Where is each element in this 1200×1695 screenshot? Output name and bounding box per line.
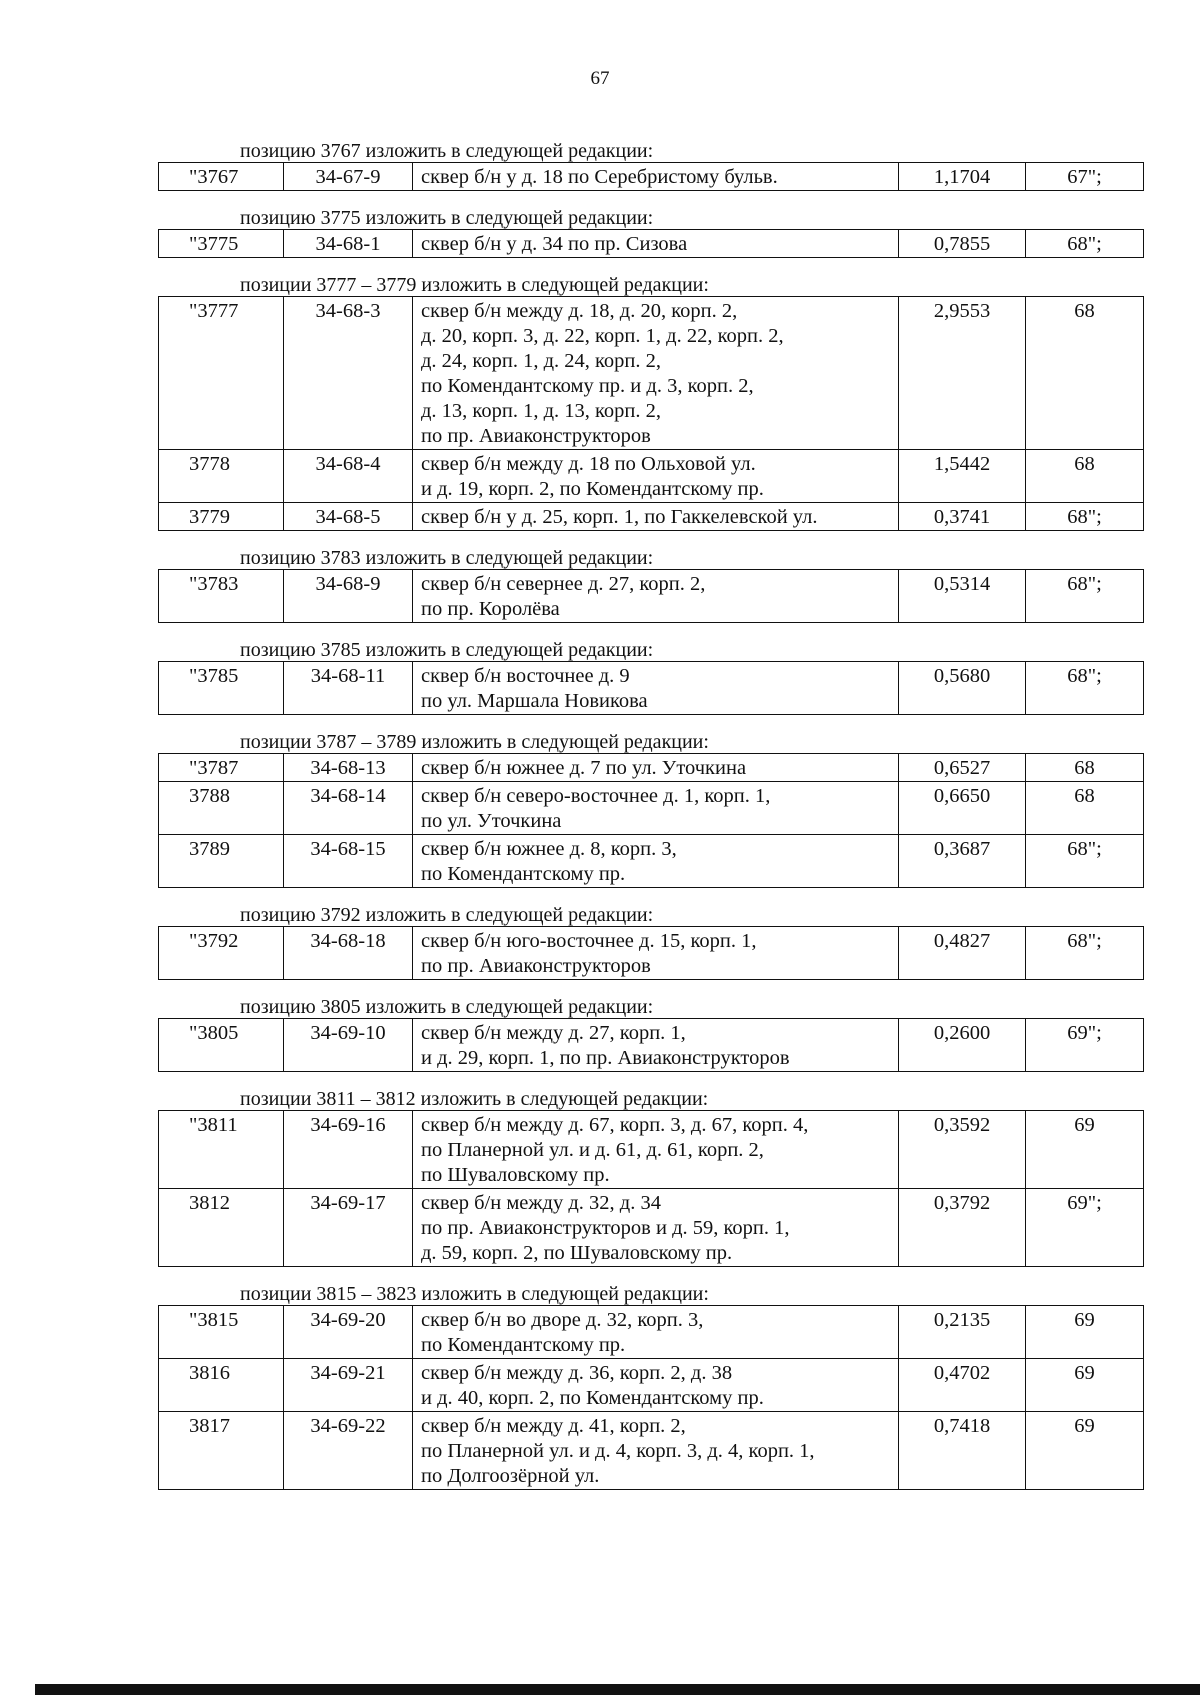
positions-table <box>158 661 1144 715</box>
description-line: сквер б/н северо-восточнее д. 1, корп. 1, <box>421 785 771 807</box>
table-row <box>159 503 1144 531</box>
position-number-cell: "3775 <box>159 230 284 258</box>
sheet-number-cell: 68 <box>1026 450 1144 503</box>
table-row <box>159 570 1144 623</box>
section-heading: позиции 3815 – 3823 изложить в следующей редакции: <box>240 1283 709 1305</box>
position-number-cell: "3811 <box>159 1111 284 1189</box>
table-row <box>159 450 1144 503</box>
description-line: по Планерной ул. и д. 4, корп. 3, д. 4, корп. 1, <box>421 1440 815 1462</box>
sheet-number-cell: 68 <box>1026 782 1144 835</box>
section-heading: позиции 3811 – 3812 изложить в следующей редакции: <box>240 1088 709 1110</box>
position-number-cell: "3785 <box>159 662 284 715</box>
description-line: по пр. Авиаконструкторов и д. 59, корп. 1, <box>421 1217 790 1239</box>
amendment-section <box>158 207 1143 258</box>
section-heading: позицию 3783 изложить в следующей редакции: <box>240 547 654 569</box>
sheet-number-cell: 69"; <box>1026 1189 1144 1267</box>
description-line: д. 20, корп. 3, д. 22, корп. 1, д. 22, корп. 2, <box>421 325 784 347</box>
area-cell: 2,9553 <box>899 297 1026 450</box>
position-number-cell: 3779 <box>159 503 284 531</box>
description-line: сквер б/н юго-восточнее д. 15, корп. 1, <box>421 930 757 952</box>
description-line: сквер б/н севернее д. 27, корп. 2, <box>421 573 706 595</box>
description-line: д. 13, корп. 1, д. 13, корп. 2, <box>421 400 662 422</box>
position-number-cell: 3778 <box>159 450 284 503</box>
positions-table <box>158 1305 1144 1490</box>
table-row <box>159 163 1144 191</box>
registry-code-cell: 34-68-15 <box>284 835 413 888</box>
description-line: по Комендантскому пр. <box>421 863 626 885</box>
position-number-cell: "3767 <box>159 163 284 191</box>
description-line: и д. 29, корп. 1, по пр. Авиаконструкторов <box>421 1047 790 1069</box>
amendment-section <box>158 1088 1143 1267</box>
description-cell <box>413 450 899 503</box>
registry-code-cell: 34-68-9 <box>284 570 413 623</box>
registry-code-cell: 34-68-11 <box>284 662 413 715</box>
sheet-number-cell: 68"; <box>1026 835 1144 888</box>
description-line: и д. 40, корп. 2, по Комендантскому пр. <box>421 1387 764 1409</box>
registry-code-cell: 34-68-5 <box>284 503 413 531</box>
description-line: сквер б/н между д. 18, д. 20, корп. 2, <box>421 300 738 322</box>
description-line: сквер б/н между д. 36, корп. 2, д. 38 <box>421 1362 733 1384</box>
description-line: сквер б/н у д. 34 по пр. Сизова <box>421 233 688 255</box>
description-line: по пр. Королёва <box>421 598 560 620</box>
description-line: сквер б/н у д. 25, корп. 1, по Гаккелевской ул. <box>421 506 818 528</box>
description-line: и д. 19, корп. 2, по Комендантскому пр. <box>421 478 764 500</box>
table-row <box>159 297 1144 450</box>
description-line: по Шуваловскому пр. <box>421 1164 610 1186</box>
description-line: сквер б/н между д. 27, корп. 1, <box>421 1022 686 1044</box>
table-row <box>159 230 1144 258</box>
description-line: сквер б/н восточнее д. 9 <box>421 665 630 687</box>
table-row <box>159 835 1144 888</box>
registry-code-cell: 34-69-17 <box>284 1189 413 1267</box>
amendment-section <box>158 274 1143 531</box>
description-line: сквер б/н у д. 18 по Серебристому бульв. <box>421 166 778 188</box>
amendment-section <box>158 140 1143 191</box>
section-heading: позиции 3787 – 3789 изложить в следующей редакции: <box>240 731 709 753</box>
sheet-number-cell: 68 <box>1026 754 1144 782</box>
area-cell: 0,7418 <box>899 1412 1026 1490</box>
amendment-section <box>158 639 1143 715</box>
area-cell: 0,3741 <box>899 503 1026 531</box>
description-line: сквер б/н южнее д. 8, корп. 3, <box>421 838 677 860</box>
table-row <box>159 1111 1144 1189</box>
area-cell: 0,4702 <box>899 1359 1026 1412</box>
section-heading: позиции 3777 – 3779 изложить в следующей редакции: <box>240 274 709 296</box>
description-line: по Комендантскому пр. <box>421 1334 626 1356</box>
description-line: по ул. Маршала Новикова <box>421 690 648 712</box>
registry-code-cell: 34-69-20 <box>284 1306 413 1359</box>
description-cell <box>413 163 899 191</box>
registry-code-cell: 34-68-13 <box>284 754 413 782</box>
description-cell <box>413 1111 899 1189</box>
sheet-number-cell: 69 <box>1026 1359 1144 1412</box>
sheet-number-cell: 68"; <box>1026 230 1144 258</box>
table-row <box>159 662 1144 715</box>
table-row <box>159 927 1144 980</box>
section-heading: позицию 3805 изложить в следующей редакции: <box>240 996 654 1018</box>
scan-edge-bar <box>35 1684 1200 1695</box>
amendment-section <box>158 996 1143 1072</box>
registry-code-cell: 34-68-18 <box>284 927 413 980</box>
description-cell <box>413 662 899 715</box>
description-line: сквер б/н между д. 32, д. 34 <box>421 1192 661 1214</box>
position-number-cell: 3788 <box>159 782 284 835</box>
position-number-cell: "3805 <box>159 1019 284 1072</box>
description-cell <box>413 570 899 623</box>
positions-table <box>158 162 1144 191</box>
table-row <box>159 1306 1144 1359</box>
table-row <box>159 1412 1144 1490</box>
registry-code-cell: 34-68-4 <box>284 450 413 503</box>
positions-table <box>158 753 1144 888</box>
description-cell <box>413 754 899 782</box>
amendment-section <box>158 731 1143 888</box>
section-heading: позицию 3785 изложить в следующей редакции: <box>240 639 654 661</box>
amendment-section <box>158 904 1143 980</box>
description-cell <box>413 230 899 258</box>
area-cell: 0,4827 <box>899 927 1026 980</box>
description-cell <box>413 1306 899 1359</box>
position-number-cell: 3817 <box>159 1412 284 1490</box>
sheet-number-cell: 68"; <box>1026 662 1144 715</box>
document-body <box>158 140 1143 1506</box>
area-cell: 0,6650 <box>899 782 1026 835</box>
description-cell <box>413 297 899 450</box>
table-row <box>159 754 1144 782</box>
description-cell <box>413 1189 899 1267</box>
sheet-number-cell: 68"; <box>1026 570 1144 623</box>
registry-code-cell: 34-68-3 <box>284 297 413 450</box>
page-number: 67 <box>590 68 610 89</box>
section-heading: позицию 3775 изложить в следующей редакции: <box>240 207 654 229</box>
sheet-number-cell: 69 <box>1026 1306 1144 1359</box>
table-row <box>159 1359 1144 1412</box>
description-line: д. 24, корп. 1, д. 24, корп. 2, <box>421 350 662 372</box>
description-cell <box>413 782 899 835</box>
area-cell: 0,5314 <box>899 570 1026 623</box>
amendment-section <box>158 547 1143 623</box>
description-cell <box>413 503 899 531</box>
area-cell: 0,3592 <box>899 1111 1026 1189</box>
description-cell <box>413 927 899 980</box>
sheet-number-cell: 68 <box>1026 297 1144 450</box>
description-line: по Планерной ул. и д. 61, д. 61, корп. 2, <box>421 1139 764 1161</box>
registry-code-cell: 34-69-16 <box>284 1111 413 1189</box>
registry-code-cell: 34-67-9 <box>284 163 413 191</box>
description-cell <box>413 1412 899 1490</box>
area-cell: 0,2600 <box>899 1019 1026 1072</box>
area-cell: 0,5680 <box>899 662 1026 715</box>
position-number-cell: "3783 <box>159 570 284 623</box>
sheet-number-cell: 68"; <box>1026 927 1144 980</box>
description-line: по ул. Уточкина <box>421 810 562 832</box>
area-cell: 0,3687 <box>899 835 1026 888</box>
area-cell: 0,6527 <box>899 754 1026 782</box>
description-line: сквер б/н южнее д. 7 по ул. Уточкина <box>421 757 747 779</box>
positions-table <box>158 1018 1144 1072</box>
area-cell: 0,3792 <box>899 1189 1026 1267</box>
description-cell <box>413 1019 899 1072</box>
positions-table <box>158 1110 1144 1267</box>
position-number-cell: "3792 <box>159 927 284 980</box>
position-number-cell: 3812 <box>159 1189 284 1267</box>
table-row <box>159 1189 1144 1267</box>
position-number-cell: "3787 <box>159 754 284 782</box>
section-heading: позицию 3767 изложить в следующей редакции: <box>240 140 654 162</box>
sheet-number-cell: 68"; <box>1026 503 1144 531</box>
area-cell: 0,2135 <box>899 1306 1026 1359</box>
description-cell <box>413 1359 899 1412</box>
registry-code-cell: 34-68-14 <box>284 782 413 835</box>
description-line: по пр. Авиаконструкторов <box>421 955 651 977</box>
description-line: сквер б/н между д. 18 по Ольховой ул. <box>421 453 756 475</box>
positions-table <box>158 229 1144 258</box>
position-number-cell: 3789 <box>159 835 284 888</box>
positions-table <box>158 296 1144 531</box>
sheet-number-cell: 67"; <box>1026 163 1144 191</box>
table-row <box>159 1019 1144 1072</box>
description-cell <box>413 835 899 888</box>
description-line: сквер б/н во дворе д. 32, корп. 3, <box>421 1309 704 1331</box>
registry-code-cell: 34-69-10 <box>284 1019 413 1072</box>
description-line: по Комендантскому пр. и д. 3, корп. 2, <box>421 375 754 397</box>
registry-code-cell: 34-69-22 <box>284 1412 413 1490</box>
description-line: д. 59, корп. 2, по Шуваловскому пр. <box>421 1242 733 1264</box>
area-cell: 1,5442 <box>899 450 1026 503</box>
sheet-number-cell: 69 <box>1026 1412 1144 1490</box>
position-number-cell: "3777 <box>159 297 284 450</box>
positions-table <box>158 569 1144 623</box>
description-line: по пр. Авиаконструкторов <box>421 425 651 447</box>
sheet-number-cell: 69 <box>1026 1111 1144 1189</box>
positions-table <box>158 926 1144 980</box>
registry-code-cell: 34-68-1 <box>284 230 413 258</box>
section-heading: позицию 3792 изложить в следующей редакции: <box>240 904 654 926</box>
area-cell: 0,7855 <box>899 230 1026 258</box>
registry-code-cell: 34-69-21 <box>284 1359 413 1412</box>
amendment-section <box>158 1283 1143 1490</box>
description-line: сквер б/н между д. 41, корп. 2, <box>421 1415 686 1437</box>
description-line: сквер б/н между д. 67, корп. 3, д. 67, корп. 4, <box>421 1114 809 1136</box>
table-row <box>159 782 1144 835</box>
position-number-cell: "3815 <box>159 1306 284 1359</box>
sheet-number-cell: 69"; <box>1026 1019 1144 1072</box>
position-number-cell: 3816 <box>159 1359 284 1412</box>
description-line: по Долгоозёрной ул. <box>421 1465 600 1487</box>
area-cell: 1,1704 <box>899 163 1026 191</box>
